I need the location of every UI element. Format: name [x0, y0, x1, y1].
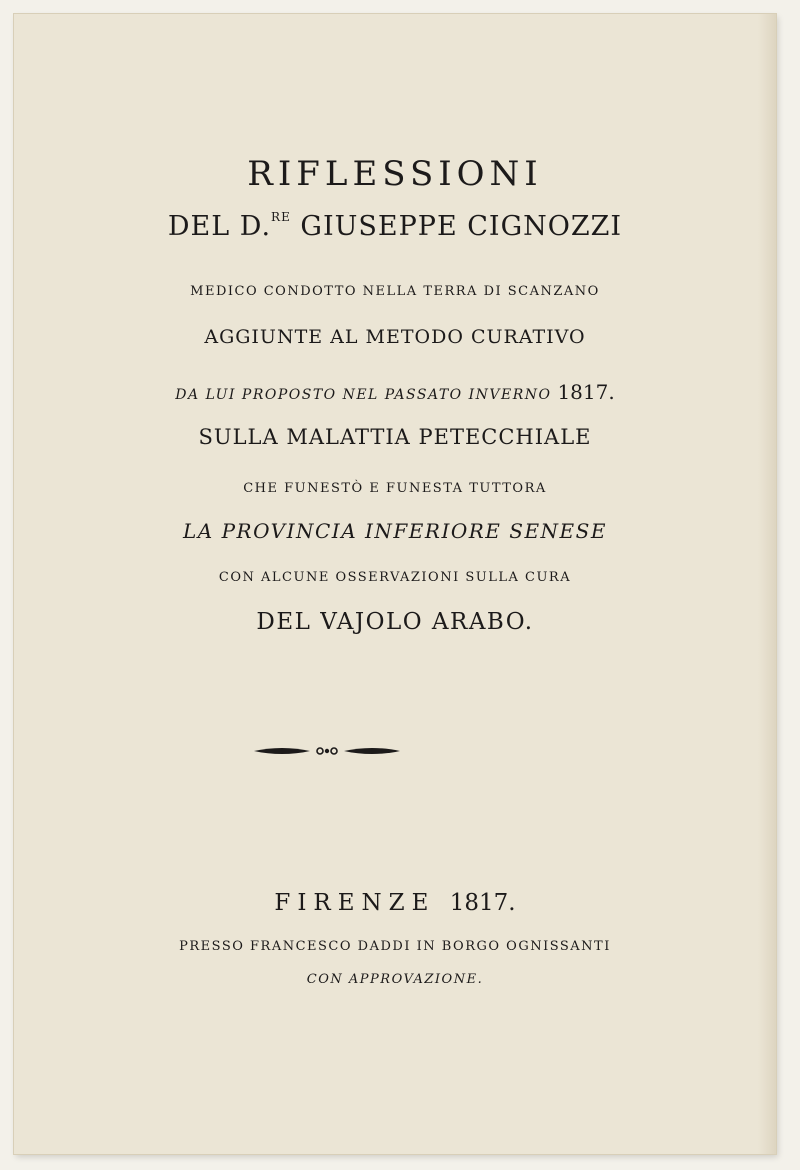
author-title-superscript: RE	[271, 210, 291, 224]
imprint-approval: CON APPROVAZIONE.	[306, 972, 484, 987]
subtitle-province: LA PROVINCIA INFERIORE SENESE	[183, 519, 607, 543]
subtitle-proposed	[14, 380, 776, 404]
author-line	[14, 210, 776, 242]
subtitle-observations: CON ALCUNE OSSERVAZIONI SULLA CURA	[218, 570, 572, 585]
author-prefix: DEL D.	[167, 211, 272, 242]
subtitle-proposed-year: 1817.	[557, 380, 615, 404]
imprint-printer: PRESSO FRANCESCO DADDI IN BORGO OGNISSANTI	[179, 939, 611, 954]
subtitle-afflicted: CHE FUNESTÒ E FUNESTA TUTTORA	[243, 481, 547, 496]
imprint-city: FIRENZE	[274, 890, 436, 916]
subtitle-disease: SULLA MALATTIA PETECCHIALE	[198, 425, 592, 449]
imprint-place	[14, 890, 776, 916]
imprint-year: 1817.	[449, 890, 516, 916]
author-role: MEDICO CONDOTTO NELLA TERRA DI SCANZANO	[190, 284, 600, 299]
subtitle-proposed-text: DA LUI PROPOSTO NEL PASSATO INVERNO	[175, 387, 552, 403]
subtitle-method: AGGIUNTE AL METODO CURATIVO	[204, 326, 586, 348]
title-page	[14, 14, 776, 1154]
fleuron-ornament-icon	[252, 744, 402, 758]
subtitle-smallpox: DEL VAJOLO ARABO.	[256, 609, 534, 635]
author-name: GIUSEPPE CIGNOZZI	[300, 211, 623, 242]
book-title: RIFLESSIONI	[247, 154, 543, 194]
